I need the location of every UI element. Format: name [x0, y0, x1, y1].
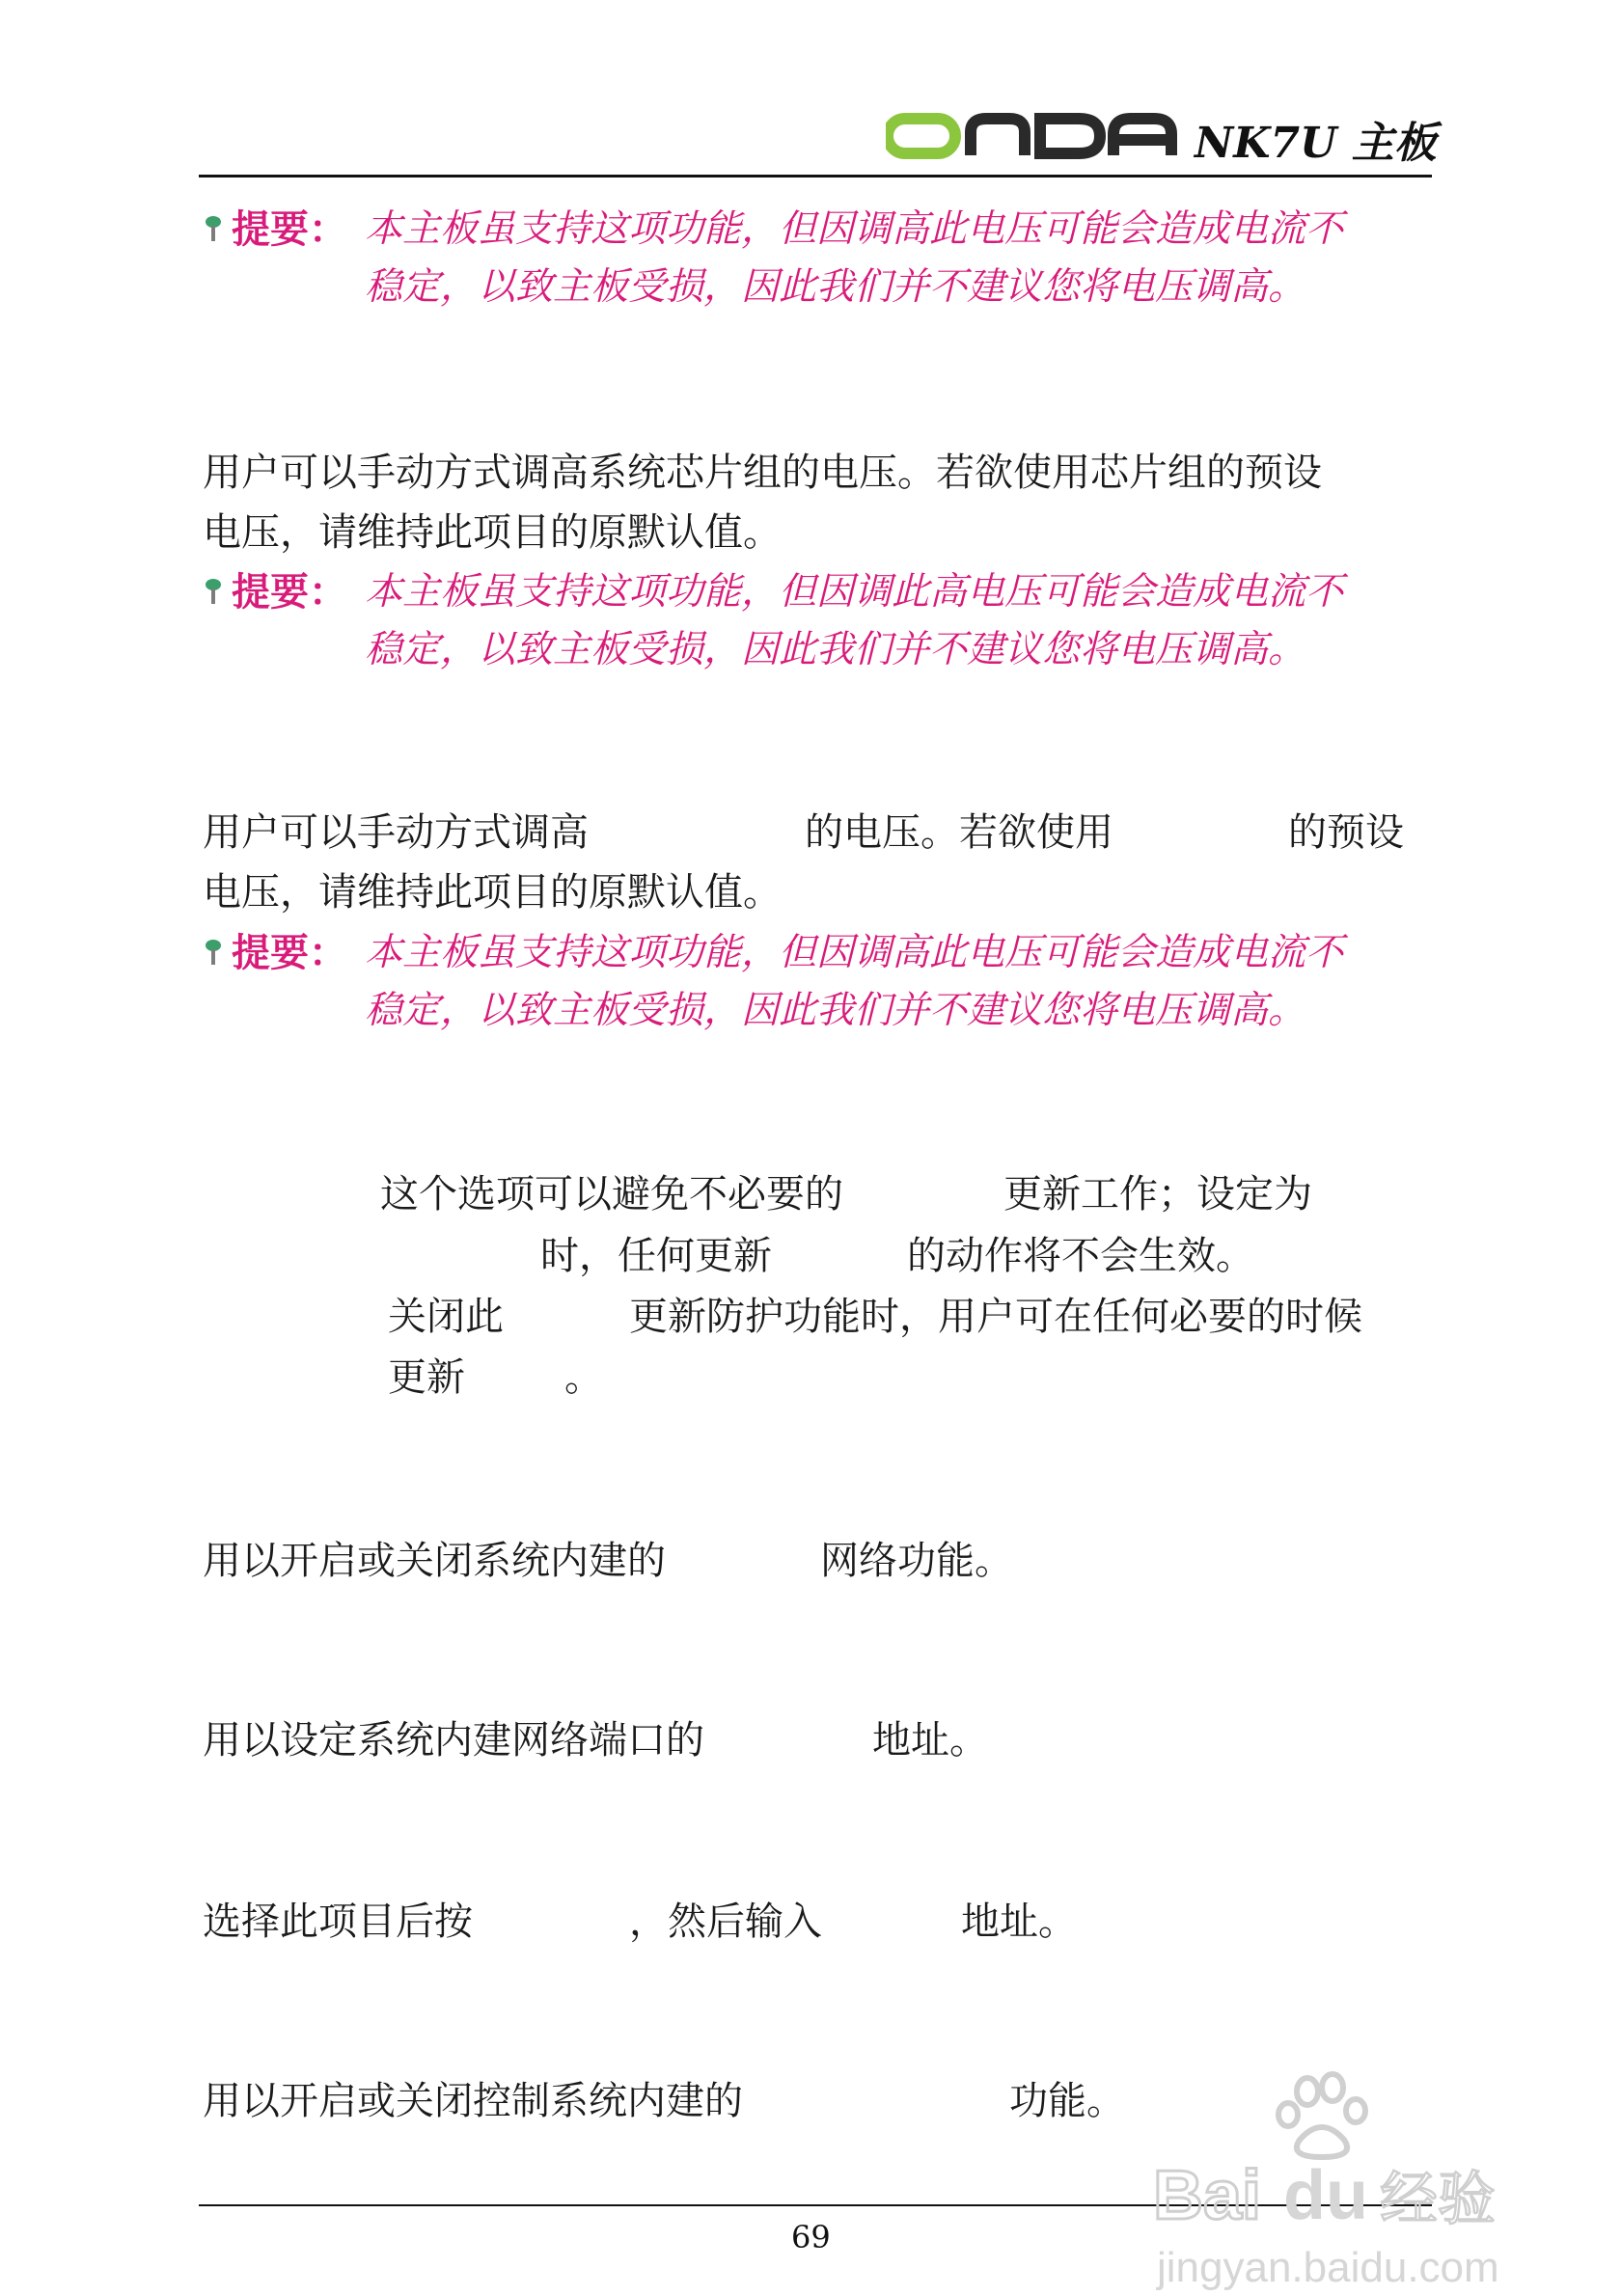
paragraph-line: 功能。	[1009, 2079, 1125, 2123]
tip-label: 提要：	[232, 930, 347, 975]
paragraph-line: 用户可以手动方式调高系统芯片组的电压。若欲使用芯片组的预设	[203, 451, 1322, 495]
tip-text: 本主板虽支持这项功能，但因调此高电压可能会造成电流不	[365, 570, 1344, 614]
page-number: 69	[791, 2219, 831, 2255]
paragraph-line: 地址。	[961, 1900, 1077, 1944]
tip-text: 稳定，以致主板受损，因此我们并不建议您将电压调高。	[365, 265, 1306, 309]
pin-icon	[203, 577, 224, 606]
paragraph-line: 用以开启或关闭控制系统内建的	[203, 2079, 743, 2123]
tip-label: 提要：	[232, 569, 347, 615]
paragraph-line: 网络功能。	[820, 1539, 1013, 1583]
paragraph-line: 这个选项可以避免不必要的	[380, 1172, 843, 1216]
paragraph-line: 用以设定系统内建网络端口的	[203, 1718, 704, 1763]
paragraph-line: 的动作将不会生效。	[907, 1234, 1254, 1278]
paragraph-line: 关闭此	[388, 1295, 504, 1339]
svg-text:du: du	[1283, 2157, 1368, 2234]
paragraph-line: 用以开启或关闭系统内建的	[203, 1539, 666, 1583]
svg-text:jingyan.baidu.com: jingyan.baidu.com	[1157, 2244, 1499, 2291]
pin-icon	[203, 214, 224, 243]
tip-text: 本主板虽支持这项功能，但因调高此电压可能会造成电流不	[365, 931, 1344, 974]
paragraph-line: 电压，请维持此项目的原默认值。	[203, 510, 782, 555]
model-title: NK7U 主板	[1195, 119, 1437, 168]
tip-text: 本主板虽支持这项功能，但因调高此电压可能会造成电流不	[365, 207, 1344, 251]
paragraph-line: 更新	[388, 1355, 465, 1400]
paragraph-line: 地址。	[872, 1718, 988, 1763]
paragraph-line: 的电压。若欲使用	[805, 810, 1113, 855]
svg-text:经验: 经验	[1380, 2166, 1496, 2233]
tip-label: 提要：	[232, 206, 347, 252]
paragraph-line: 更新防护功能时，用户可在任何必要的时候	[629, 1295, 1362, 1339]
paragraph-line: 电压，请维持此项目的原默认值。	[203, 870, 782, 915]
tip-text: 稳定，以致主板受损，因此我们并不建议您将电压调高。	[365, 628, 1306, 671]
paragraph-line: 。	[564, 1355, 603, 1400]
paragraph-line: 用户可以手动方式调高	[203, 810, 589, 855]
header-rule	[199, 175, 1432, 178]
paragraph-line: 选择此项目后按	[203, 1900, 473, 1944]
paragraph-line: 时，任何更新	[540, 1234, 772, 1278]
paragraph-line: ，然后输入	[629, 1900, 822, 1944]
svg-text:Bai: Bai	[1153, 2157, 1262, 2234]
tip-text: 稳定，以致主板受损，因此我们并不建议您将电压调高。	[365, 989, 1306, 1032]
onda-logo	[886, 111, 1185, 161]
paragraph-line: 更新工作；设定为	[1003, 1172, 1312, 1216]
paragraph-line: 的预设	[1288, 810, 1404, 855]
pin-icon	[203, 938, 224, 967]
baidu-watermark	[1153, 2064, 1539, 2296]
